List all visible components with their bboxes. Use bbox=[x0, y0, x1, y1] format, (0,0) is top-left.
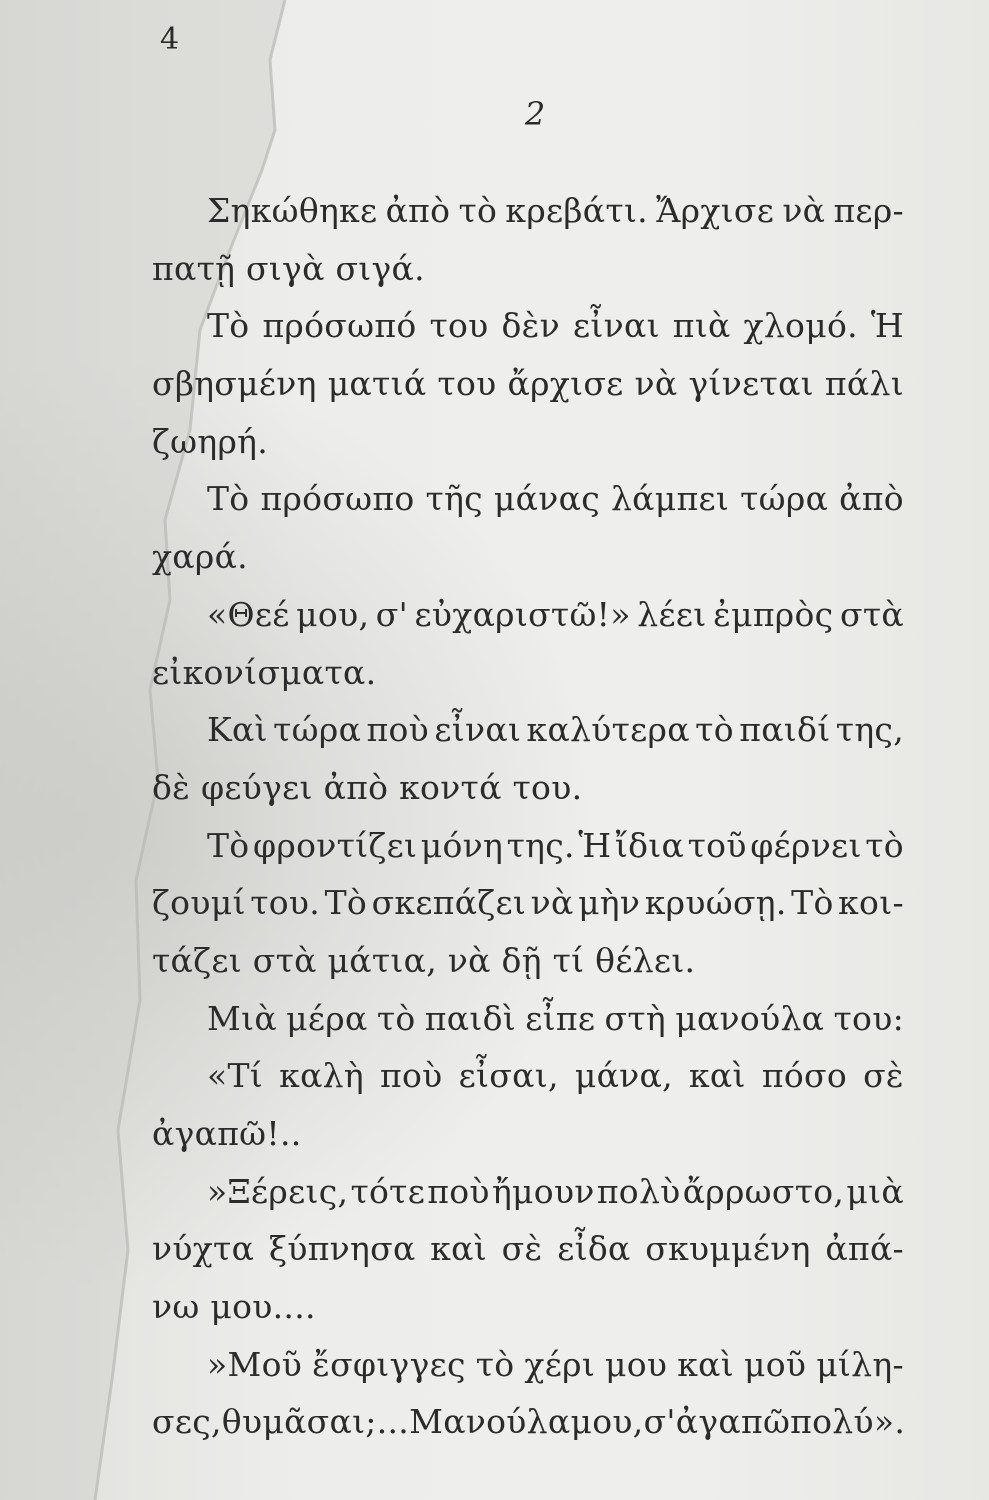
word: τώρα bbox=[740, 479, 829, 519]
word: πρόσωπο bbox=[260, 479, 415, 519]
word: »Ξέρεις, bbox=[207, 1171, 349, 1211]
word: εἶσαι, bbox=[458, 1056, 559, 1096]
word: μόνη bbox=[420, 825, 504, 865]
word: Ἡ bbox=[870, 306, 904, 346]
text-line bbox=[152, 1336, 904, 1394]
word: της. bbox=[506, 825, 575, 865]
word: τοῦ bbox=[687, 825, 747, 865]
word: εἶδα bbox=[557, 1229, 631, 1269]
text-line: πατῇ σιγὰ σιγά. bbox=[152, 248, 425, 288]
word: γίνεται bbox=[688, 364, 814, 404]
word: λέει bbox=[637, 594, 707, 634]
word: στὰ bbox=[840, 594, 904, 634]
word: τὸ bbox=[695, 710, 734, 750]
word: ἤμουν bbox=[491, 1171, 595, 1211]
text-line bbox=[152, 297, 904, 355]
word: σὲ bbox=[863, 1056, 904, 1096]
text-line bbox=[152, 817, 904, 875]
word: πάλι bbox=[824, 364, 904, 404]
word: ἄρχισε bbox=[507, 364, 624, 404]
word: ἀγαπῶ bbox=[675, 1402, 791, 1442]
word: ἄρρωστο, bbox=[682, 1171, 845, 1211]
word: δὲν bbox=[501, 306, 561, 346]
word: Μιὰ bbox=[207, 998, 277, 1038]
word: φροντίζει bbox=[252, 825, 418, 865]
text-line: τάζει στὰ μάτια, νὰ δῇ τί θέλει. bbox=[152, 940, 696, 980]
word: μὴν bbox=[578, 883, 641, 923]
word: ζουμί bbox=[152, 883, 246, 923]
word: ἴδια bbox=[614, 825, 685, 865]
text-line bbox=[152, 1163, 904, 1221]
text-line: ἀγαπῶ!.. bbox=[152, 1114, 302, 1153]
text-line bbox=[152, 1047, 904, 1105]
text-line bbox=[152, 470, 904, 528]
word: τὸ bbox=[475, 1344, 515, 1384]
word: πολύ». bbox=[790, 1402, 906, 1442]
word: τότε bbox=[350, 1171, 426, 1211]
word: Τὸ bbox=[207, 479, 250, 519]
word: τὸ bbox=[376, 998, 416, 1038]
word: Τὸ bbox=[207, 825, 250, 865]
text-line: εἰκονίσματα. bbox=[152, 652, 377, 692]
text-line bbox=[152, 990, 904, 1048]
word: Τὸ bbox=[207, 306, 250, 346]
word: «Τί bbox=[207, 1056, 264, 1096]
text-line: χαρά. bbox=[152, 537, 248, 577]
word: εὐχαριστῶ!» bbox=[414, 594, 631, 634]
word: μοῦ bbox=[743, 1344, 807, 1384]
word: πόσο bbox=[761, 1056, 847, 1096]
word: του. bbox=[250, 883, 321, 923]
word: παιδὶ bbox=[424, 998, 517, 1038]
word: χέρι bbox=[524, 1344, 596, 1384]
word: Τὸ bbox=[324, 883, 368, 923]
word: καλὴ bbox=[279, 1056, 364, 1096]
word: εἶπε bbox=[525, 998, 596, 1038]
word: Καὶ bbox=[207, 710, 268, 750]
word: τὸ bbox=[865, 825, 904, 865]
word: νὰ bbox=[782, 191, 826, 230]
word: καὶ bbox=[689, 1056, 746, 1096]
word: ποὺ bbox=[366, 710, 430, 750]
word: θυμᾶσαι;... bbox=[221, 1402, 410, 1442]
word: μιὰ bbox=[846, 1171, 904, 1211]
word: σβησμένη bbox=[152, 364, 317, 404]
word: ματιά bbox=[327, 364, 427, 404]
word: «Θεέ bbox=[207, 594, 290, 634]
text-line bbox=[152, 874, 904, 932]
word: καὶ bbox=[677, 1344, 734, 1384]
word: »Μοῦ bbox=[207, 1344, 303, 1384]
word: Τὸ bbox=[791, 883, 834, 923]
text-line bbox=[152, 701, 904, 759]
word: πιὰ bbox=[672, 306, 731, 346]
word: ἀπὸ bbox=[385, 191, 451, 230]
word: στὴ bbox=[604, 998, 666, 1038]
text-line: δὲ φεύγει ἀπὸ κοντά του. bbox=[152, 767, 583, 807]
chapter-number: 2 bbox=[524, 95, 546, 133]
word: του bbox=[437, 364, 497, 404]
word: τώρα bbox=[273, 710, 362, 750]
word: μάνας bbox=[493, 479, 600, 519]
word: σες, bbox=[152, 1402, 222, 1442]
word: Ἄρχισε bbox=[656, 191, 775, 230]
word: καὶ bbox=[430, 1229, 487, 1269]
text-line: νω μου.... bbox=[152, 1287, 316, 1327]
word: ἀπὸ bbox=[839, 479, 904, 519]
page-number: 4 bbox=[160, 22, 180, 57]
word: νὰ bbox=[634, 364, 678, 404]
word: χλομό. bbox=[743, 306, 858, 346]
word: μέρα bbox=[286, 998, 368, 1038]
word: σκεπάζει bbox=[371, 883, 527, 923]
word: ἔσφιγγες bbox=[312, 1344, 466, 1384]
text-line bbox=[152, 1393, 904, 1451]
word: του: bbox=[833, 998, 904, 1038]
word: εἶναι bbox=[573, 306, 660, 346]
word: εἶναι bbox=[434, 710, 522, 750]
word: ποὺ bbox=[380, 1056, 443, 1096]
word: καλύτερα bbox=[526, 710, 690, 750]
word: Μανούλα bbox=[409, 1402, 571, 1442]
word: ξύπνησα bbox=[268, 1229, 416, 1269]
word: τὸ bbox=[458, 191, 498, 230]
word: ἀπά- bbox=[825, 1229, 904, 1269]
body-text bbox=[152, 182, 904, 1451]
word: σκυμμένη bbox=[645, 1229, 811, 1269]
word: παιδί bbox=[739, 710, 831, 750]
word: του bbox=[429, 306, 489, 346]
text-line bbox=[152, 1220, 904, 1278]
word: μάνα, bbox=[574, 1056, 673, 1096]
word: Σηκώθηκε bbox=[207, 191, 378, 230]
word: μίλη- bbox=[816, 1344, 904, 1384]
word: της, bbox=[835, 710, 904, 750]
word: μου, bbox=[296, 594, 370, 634]
word: κοι- bbox=[838, 883, 904, 923]
word: σ' bbox=[643, 1402, 676, 1442]
word: λάμπει bbox=[610, 479, 730, 519]
text-line: ζωηρή. bbox=[152, 421, 269, 461]
word: Ἡ bbox=[578, 825, 612, 865]
word: ποὺ bbox=[427, 1171, 490, 1211]
word: φέρνει bbox=[750, 825, 862, 865]
word: μου, bbox=[570, 1402, 644, 1442]
text-line bbox=[152, 182, 904, 240]
text-line bbox=[152, 355, 904, 413]
word: περ- bbox=[833, 191, 904, 230]
word: πολὺ bbox=[596, 1171, 681, 1211]
word: πρόσωπό bbox=[262, 306, 417, 346]
word: νύχτα bbox=[152, 1229, 255, 1269]
word: σὲ bbox=[501, 1229, 543, 1269]
word: μου bbox=[605, 1344, 668, 1384]
text-line bbox=[152, 586, 904, 644]
word: σ' bbox=[375, 594, 408, 634]
word: ἐμπρὸς bbox=[713, 594, 834, 634]
word: μανούλα bbox=[675, 998, 825, 1038]
word: κρυώσῃ. bbox=[644, 883, 787, 923]
word: νὰ bbox=[530, 883, 574, 923]
word: τῆς bbox=[425, 479, 483, 519]
word: κρεβάτι. bbox=[505, 191, 648, 230]
